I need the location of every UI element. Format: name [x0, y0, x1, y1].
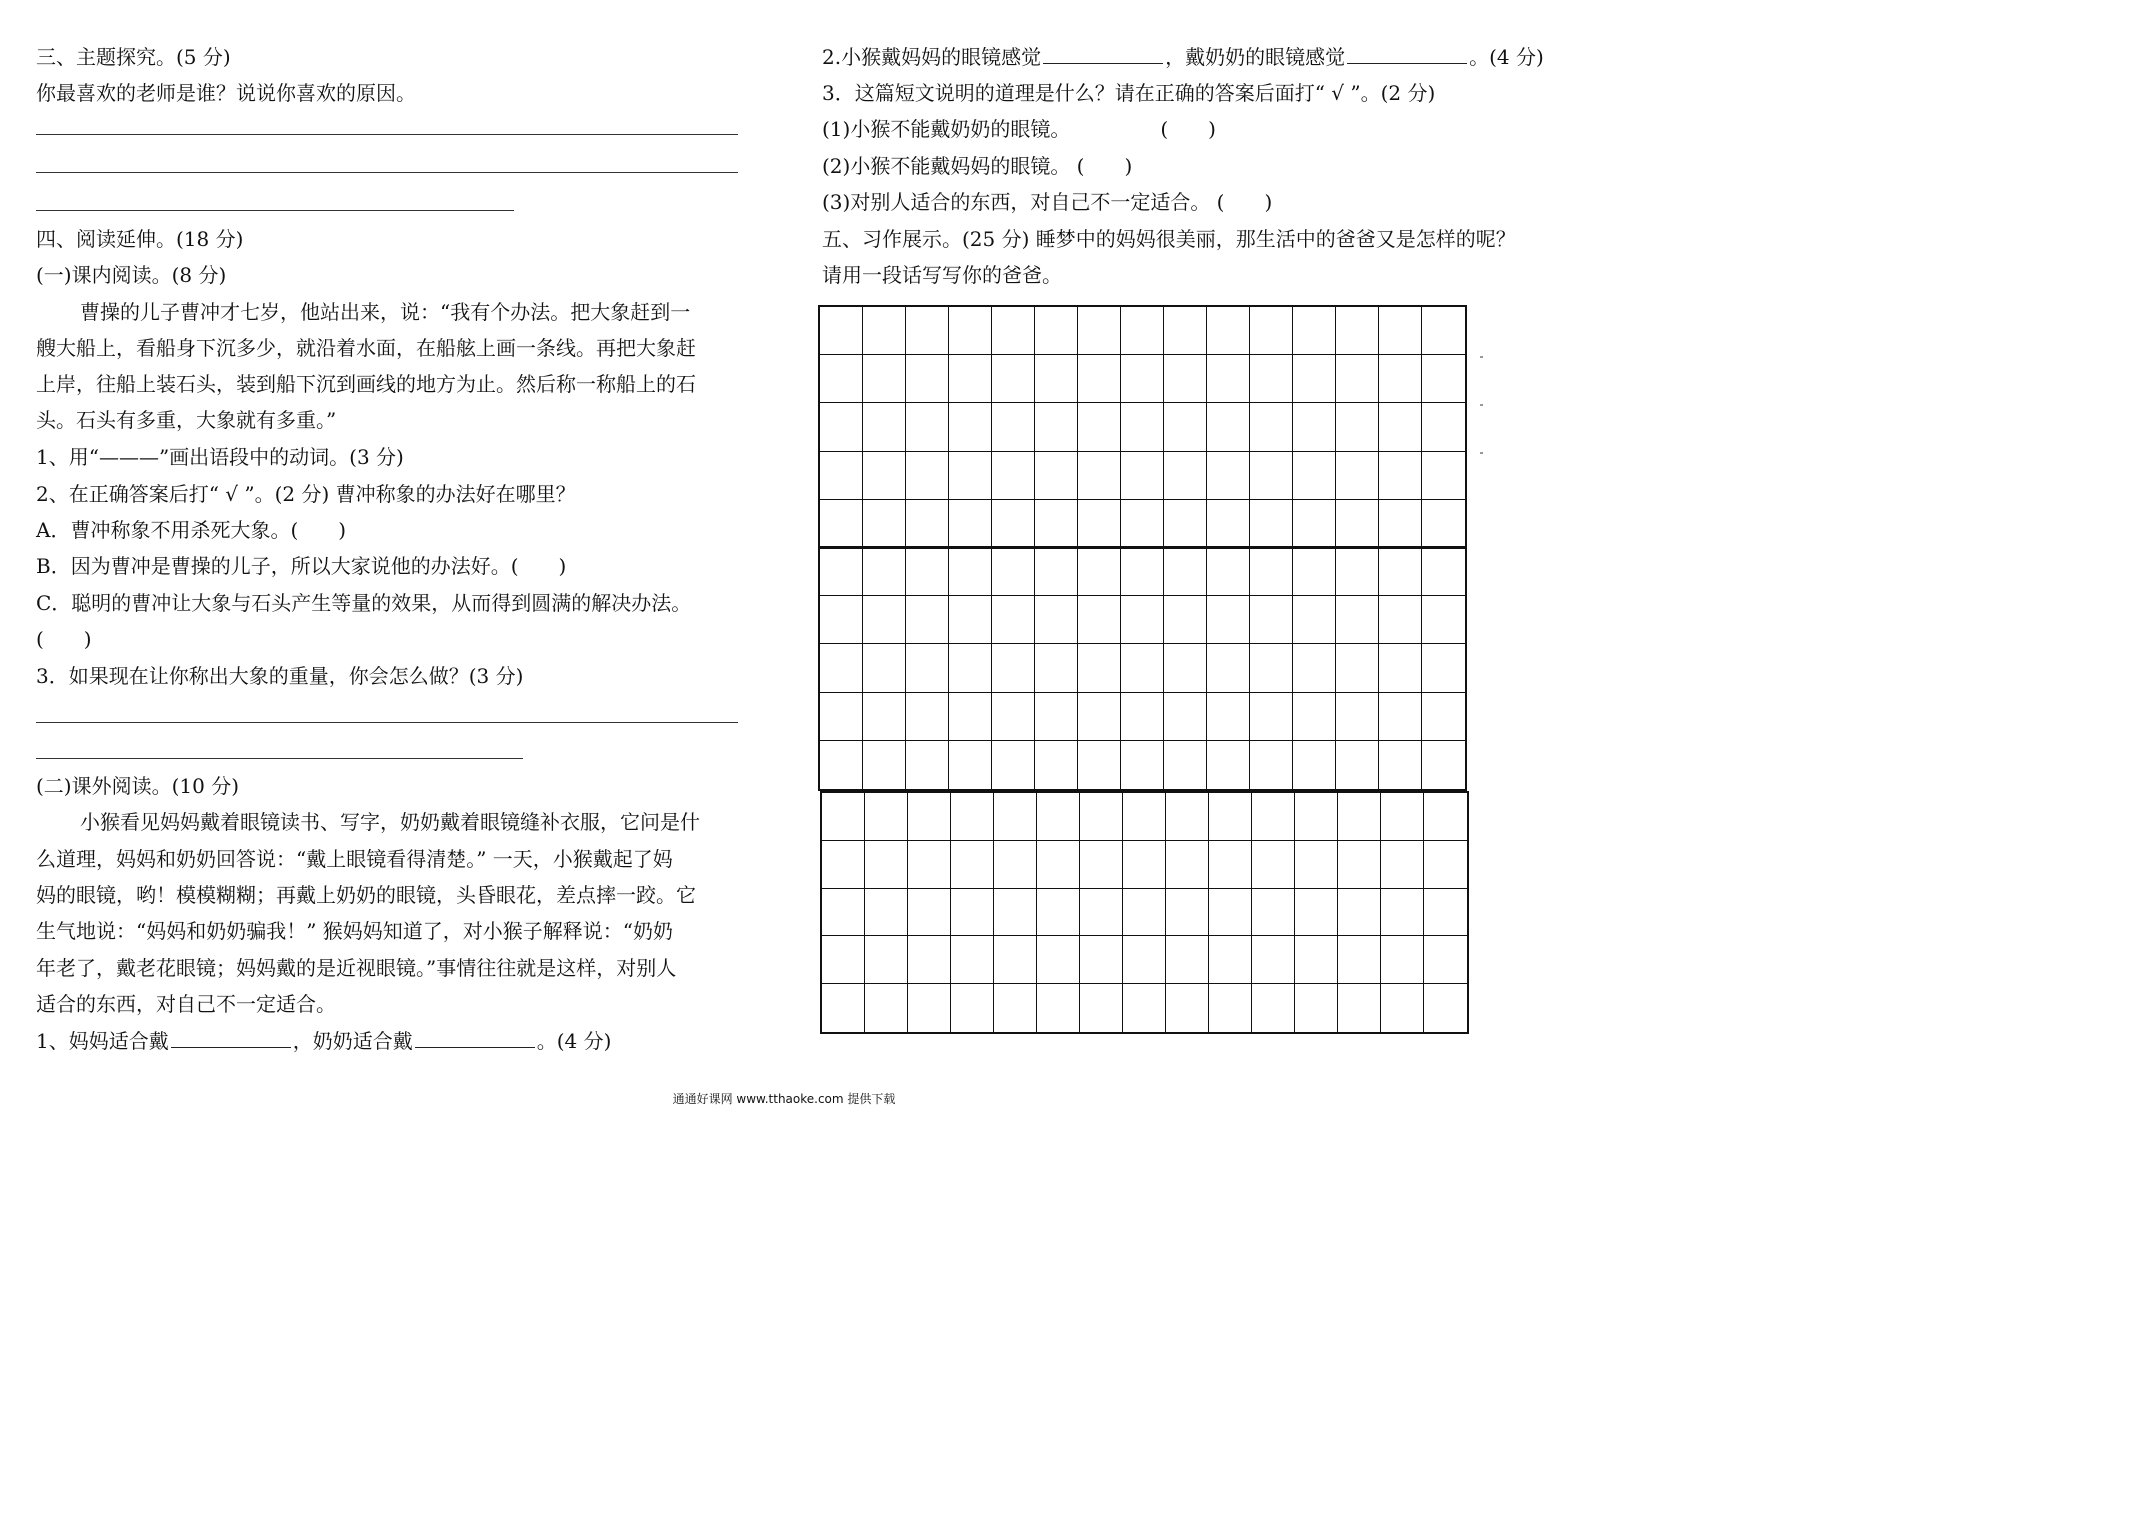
passage-1-line: 艘大船上，看船身下沉多少，就沿着水面，在船舷上画一条线。再把大象赶: [36, 336, 696, 360]
grid-cell[interactable]: [951, 984, 994, 1032]
grid-cell[interactable]: [1379, 452, 1422, 500]
grid-cell[interactable]: [1336, 741, 1379, 789]
grid-cell[interactable]: [1078, 307, 1121, 355]
page-footer: 通通好课网 www.tthaoke.com 提供下载: [672, 1092, 896, 1106]
grid-cell[interactable]: [1037, 841, 1080, 889]
grid-divider: [818, 546, 1467, 549]
grid-cell[interactable]: [1250, 548, 1293, 596]
grid-cell[interactable]: [863, 500, 906, 548]
grid-cell[interactable]: [1035, 355, 1078, 403]
grid-cell[interactable]: [1164, 741, 1207, 789]
grid-cell[interactable]: [1209, 841, 1252, 889]
grid-cell[interactable]: [1123, 793, 1166, 841]
grid-cell[interactable]: [1035, 500, 1078, 548]
grid-cell[interactable]: [1037, 936, 1080, 984]
grid-cell[interactable]: [951, 841, 994, 889]
grid-cell[interactable]: [949, 693, 992, 741]
grid-cell[interactable]: [1121, 500, 1164, 548]
passage-2-line: 妈的眼镜，哟！模模糊糊；再戴上奶奶的眼镜，头昏眼花，差点摔一跤。它: [36, 883, 696, 907]
grid-cell[interactable]: [1207, 355, 1250, 403]
grid-cell[interactable]: [820, 693, 863, 741]
grid-cell[interactable]: [1336, 644, 1379, 692]
grid-cell[interactable]: [908, 984, 951, 1032]
grid-cell[interactable]: [1250, 693, 1293, 741]
grid-cell[interactable]: [820, 355, 863, 403]
grid-cell[interactable]: [1166, 936, 1209, 984]
grid-cell[interactable]: [906, 548, 949, 596]
answer-line[interactable]: [36, 134, 738, 135]
answer-line[interactable]: [36, 758, 523, 759]
passage-1-line: 曹操的儿子曹冲才七岁，他站出来，说：“我有个办法。把大象赶到一: [80, 300, 691, 324]
grid-cell[interactable]: [906, 355, 949, 403]
option-2[interactable]: (2)小猴不能戴妈妈的眼镜。 ( ): [822, 154, 1133, 178]
grid-cell[interactable]: [1078, 452, 1121, 500]
grid-cell[interactable]: [1035, 307, 1078, 355]
passage-2-line: 年老了，戴老花眼镜；妈妈戴的是近视眼镜。”事情往往就是这样，对别人: [36, 956, 677, 980]
grid-cell[interactable]: [1295, 936, 1338, 984]
grid-cell[interactable]: [1295, 889, 1338, 937]
grid-cell[interactable]: [1164, 596, 1207, 644]
grid-cell[interactable]: [863, 307, 906, 355]
grid-cell[interactable]: [1336, 693, 1379, 741]
grid-cell[interactable]: [1078, 355, 1121, 403]
grid-cell[interactable]: [863, 693, 906, 741]
grid-cell[interactable]: [1422, 693, 1465, 741]
passage-2-line: 适合的东西，对自己不一定适合。: [36, 992, 336, 1016]
grid-cell[interactable]: [1250, 596, 1293, 644]
grid-cell[interactable]: [1035, 403, 1078, 451]
grid-cell[interactable]: [1080, 841, 1123, 889]
grid-cell[interactable]: [1035, 644, 1078, 692]
passage-2-line: 生气地说：“妈妈和奶奶骗我！” 猴妈妈知道了，对小猴子解释说：“奶奶: [36, 919, 674, 943]
grid-cell[interactable]: [1209, 936, 1252, 984]
grid-cell[interactable]: [1424, 889, 1467, 937]
grid-cell[interactable]: [992, 693, 1035, 741]
grid-cell[interactable]: [863, 596, 906, 644]
grid-cell[interactable]: [865, 984, 908, 1032]
grid-cell[interactable]: [992, 741, 1035, 789]
question-glasses-3: 3．这篇短文说明的道理是什么？请在正确的答案后面打“ √ ”。(2 分): [822, 81, 1436, 105]
grid-cell[interactable]: [992, 596, 1035, 644]
grid-cell[interactable]: [994, 984, 1037, 1032]
grid-cell[interactable]: [1338, 889, 1381, 937]
grid-cell[interactable]: [1422, 596, 1465, 644]
grid-cell[interactable]: [949, 403, 992, 451]
grid-cell[interactable]: [1164, 307, 1207, 355]
question-1: 1、用“———”画出语段中的动词。(3 分): [36, 445, 404, 469]
grid-cell[interactable]: [1379, 644, 1422, 692]
grid-cell[interactable]: [1338, 936, 1381, 984]
grid-cell[interactable]: [1123, 841, 1166, 889]
grid-cell[interactable]: [820, 596, 863, 644]
grid-cell[interactable]: [906, 741, 949, 789]
grid-cell[interactable]: [1037, 793, 1080, 841]
grid-cell[interactable]: [1293, 500, 1336, 548]
grid-cell[interactable]: [1293, 693, 1336, 741]
grid-cell[interactable]: [1080, 889, 1123, 937]
grid-cell[interactable]: [1121, 355, 1164, 403]
grid-cell[interactable]: [951, 889, 994, 937]
grid-cell[interactable]: [1293, 307, 1336, 355]
grid-cell[interactable]: [1209, 889, 1252, 937]
grid-cell[interactable]: [1078, 548, 1121, 596]
grid-cell[interactable]: [1381, 936, 1424, 984]
grid-cell[interactable]: [1080, 793, 1123, 841]
grid-cell[interactable]: [1422, 403, 1465, 451]
grid-cell[interactable]: [1121, 403, 1164, 451]
grid-cell[interactable]: [820, 644, 863, 692]
grid-cell[interactable]: [1336, 452, 1379, 500]
grid-cell[interactable]: [1336, 307, 1379, 355]
grid-cell[interactable]: [906, 452, 949, 500]
grid-cell[interactable]: [994, 889, 1037, 937]
grid-cell[interactable]: [1295, 793, 1338, 841]
grid-cell[interactable]: [1209, 793, 1252, 841]
grid-cell[interactable]: [863, 741, 906, 789]
option-c[interactable]: C．聪明的曹冲让大象与石头产生等量的效果，从而得到圆满的解决办法。: [36, 591, 692, 615]
grid-cell[interactable]: [906, 307, 949, 355]
grid-cell[interactable]: [1338, 984, 1381, 1032]
grid-cell[interactable]: [1207, 500, 1250, 548]
grid-cell[interactable]: [1080, 984, 1123, 1032]
grid-cell[interactable]: [1250, 307, 1293, 355]
grid-cell[interactable]: [1379, 693, 1422, 741]
grid-cell[interactable]: [1164, 548, 1207, 596]
grid-cell[interactable]: [863, 452, 906, 500]
grid-cell[interactable]: [1250, 403, 1293, 451]
fill-blank[interactable]: [1043, 45, 1163, 64]
grid-cell[interactable]: [1293, 403, 1336, 451]
grid-cell[interactable]: [822, 984, 865, 1032]
question-glasses-2: 2.小猴戴妈妈的眼镜感觉 ，戴奶奶的眼镜感觉 。(4 分): [822, 45, 1544, 69]
grid-cell[interactable]: [908, 793, 951, 841]
grid-cell[interactable]: [949, 644, 992, 692]
grid-cell[interactable]: [1250, 500, 1293, 548]
section-3-title: 三、主题探究。(5 分): [36, 45, 231, 69]
answer-line[interactable]: [36, 722, 738, 723]
grid-cell[interactable]: [1379, 548, 1422, 596]
grid-cell[interactable]: [1422, 500, 1465, 548]
grid-cell[interactable]: [1121, 644, 1164, 692]
passage-1-line: 上岸，往船上装石头，装到船下沉到画线的地方为止。然后称一称船上的石: [36, 372, 696, 396]
grid-cell[interactable]: [1121, 307, 1164, 355]
answer-line[interactable]: [36, 210, 514, 211]
grid-cell[interactable]: [1164, 355, 1207, 403]
grid-cell[interactable]: [865, 793, 908, 841]
grid-cell[interactable]: [992, 500, 1035, 548]
grid-cell[interactable]: [1166, 984, 1209, 1032]
passage-2-line: 小猴看见妈妈戴着眼镜读书、写字，奶奶戴着眼镜缝补衣服，它问是什: [80, 810, 700, 834]
grid-cell[interactable]: [1037, 889, 1080, 937]
grid-cell[interactable]: [865, 889, 908, 937]
grid-cell[interactable]: [1123, 984, 1166, 1032]
grid-cell[interactable]: [908, 841, 951, 889]
writing-grid[interactable]: [820, 791, 1469, 1034]
grid-cell[interactable]: [822, 793, 865, 841]
grid-cell[interactable]: [1121, 741, 1164, 789]
fill-blank[interactable]: [415, 1029, 535, 1048]
grid-cell[interactable]: [1207, 596, 1250, 644]
grid-cell[interactable]: [1207, 452, 1250, 500]
grid-cell[interactable]: [822, 889, 865, 937]
grid-cell[interactable]: [951, 793, 994, 841]
grid-cell[interactable]: [1379, 403, 1422, 451]
grid-cell[interactable]: [865, 936, 908, 984]
grid-cell[interactable]: [1379, 307, 1422, 355]
grid-cell[interactable]: [1379, 500, 1422, 548]
grid-cell[interactable]: [1035, 548, 1078, 596]
grid-cell[interactable]: [1207, 693, 1250, 741]
question-3: 3．如果现在让你称出大象的重量，你会怎么做？(3 分): [36, 664, 524, 688]
grid-cell[interactable]: [992, 307, 1035, 355]
passage-1-line: 头。石头有多重，大象就有多重。”: [36, 408, 337, 432]
grid-cell[interactable]: [863, 548, 906, 596]
grid-cell[interactable]: [1250, 644, 1293, 692]
grid-cell[interactable]: [1207, 644, 1250, 692]
section-4-title: 四、阅读延伸。(18 分): [36, 227, 244, 251]
grid-cell[interactable]: [1207, 741, 1250, 789]
margin-mark: [1480, 452, 1483, 454]
grid-cell[interactable]: [994, 936, 1037, 984]
grid-cell[interactable]: [949, 741, 992, 789]
grid-cell[interactable]: [1295, 841, 1338, 889]
grid-cell[interactable]: [820, 452, 863, 500]
grid-cell[interactable]: [1164, 452, 1207, 500]
grid-cell[interactable]: [906, 644, 949, 692]
grid-cell[interactable]: [949, 307, 992, 355]
grid-cell[interactable]: [906, 403, 949, 451]
grid-cell[interactable]: [1293, 741, 1336, 789]
grid-cell[interactable]: [992, 644, 1035, 692]
grid-cell[interactable]: [1336, 403, 1379, 451]
grid-cell[interactable]: [1164, 644, 1207, 692]
grid-cell[interactable]: [1164, 403, 1207, 451]
grid-cell[interactable]: [1207, 307, 1250, 355]
grid-cell[interactable]: [863, 403, 906, 451]
grid-cell[interactable]: [992, 355, 1035, 403]
grid-cell[interactable]: [1250, 355, 1293, 403]
grid-cell[interactable]: [1422, 355, 1465, 403]
grid-cell[interactable]: [1166, 793, 1209, 841]
grid-cell[interactable]: [1336, 355, 1379, 403]
fill-blank[interactable]: [1347, 45, 1467, 64]
grid-cell[interactable]: [1078, 500, 1121, 548]
option-1[interactable]: (1)小猴不能戴奶奶的眼镜。 ( ): [822, 117, 1216, 141]
grid-cell[interactable]: [992, 548, 1035, 596]
grid-cell[interactable]: [1379, 596, 1422, 644]
grid-cell[interactable]: [1250, 452, 1293, 500]
grid-cell[interactable]: [949, 355, 992, 403]
margin-mark: [1480, 356, 1483, 358]
grid-cell[interactable]: [1080, 936, 1123, 984]
grid-cell[interactable]: [906, 596, 949, 644]
grid-cell[interactable]: [1035, 741, 1078, 789]
grid-cell[interactable]: [1207, 403, 1250, 451]
grid-cell[interactable]: [1123, 889, 1166, 937]
answer-line[interactable]: [36, 172, 738, 173]
option-c-bracket[interactable]: ( ): [36, 627, 92, 651]
grid-cell[interactable]: [1381, 889, 1424, 937]
grid-cell[interactable]: [1078, 644, 1121, 692]
grid-cell[interactable]: [1293, 355, 1336, 403]
grid-cell[interactable]: [1336, 500, 1379, 548]
grid-cell[interactable]: [1336, 548, 1379, 596]
option-a[interactable]: A．曹冲称象不用杀死大象。( ): [36, 518, 347, 542]
grid-cell[interactable]: [1338, 841, 1381, 889]
reading-2-title: (二)课外阅读。(10 分): [36, 774, 240, 798]
grid-cell[interactable]: [1379, 741, 1422, 789]
fill-blank[interactable]: [171, 1029, 291, 1048]
grid-cell[interactable]: [1164, 500, 1207, 548]
grid-cell[interactable]: [1037, 984, 1080, 1032]
grid-cell[interactable]: [1252, 841, 1295, 889]
grid-cell[interactable]: [820, 500, 863, 548]
grid-cell[interactable]: [1424, 841, 1467, 889]
grid-cell[interactable]: [1379, 355, 1422, 403]
grid-cell[interactable]: [1381, 793, 1424, 841]
grid-cell[interactable]: [992, 452, 1035, 500]
grid-cell[interactable]: [994, 793, 1037, 841]
grid-cell[interactable]: [1121, 452, 1164, 500]
grid-cell[interactable]: [951, 936, 994, 984]
grid-cell[interactable]: [1293, 548, 1336, 596]
grid-cell[interactable]: [949, 596, 992, 644]
grid-cell[interactable]: [1166, 889, 1209, 937]
grid-cell[interactable]: [822, 936, 865, 984]
grid-cell[interactable]: [1422, 307, 1465, 355]
grid-cell[interactable]: [1209, 984, 1252, 1032]
grid-cell[interactable]: [1252, 793, 1295, 841]
grid-cell[interactable]: [1252, 889, 1295, 937]
grid-cell[interactable]: [1035, 452, 1078, 500]
grid-cell[interactable]: [992, 403, 1035, 451]
grid-cell[interactable]: [949, 500, 992, 548]
grid-cell[interactable]: [1293, 644, 1336, 692]
grid-cell[interactable]: [820, 548, 863, 596]
grid-cell[interactable]: [1078, 596, 1121, 644]
grid-cell[interactable]: [906, 500, 949, 548]
grid-cell[interactable]: [1295, 984, 1338, 1032]
grid-cell[interactable]: [949, 548, 992, 596]
grid-cell[interactable]: [1336, 596, 1379, 644]
grid-cell[interactable]: [820, 307, 863, 355]
grid-cell[interactable]: [1035, 693, 1078, 741]
grid-cell[interactable]: [1078, 741, 1121, 789]
grid-cell[interactable]: [820, 403, 863, 451]
grid-cell[interactable]: [1250, 741, 1293, 789]
option-b[interactable]: B．因为曹冲是曹操的儿子，所以大家说他的办法好。( ): [36, 554, 567, 578]
grid-cell[interactable]: [1207, 548, 1250, 596]
grid-cell[interactable]: [1422, 644, 1465, 692]
grid-cell[interactable]: [1166, 841, 1209, 889]
grid-cell[interactable]: [1121, 693, 1164, 741]
grid-cell[interactable]: [1123, 936, 1166, 984]
grid-cell[interactable]: [822, 841, 865, 889]
grid-cell[interactable]: [863, 355, 906, 403]
grid-cell[interactable]: [1422, 548, 1465, 596]
grid-cell[interactable]: [1078, 403, 1121, 451]
grid-cell[interactable]: [908, 936, 951, 984]
grid-cell[interactable]: [1381, 984, 1424, 1032]
grid-cell[interactable]: [1422, 741, 1465, 789]
grid-cell[interactable]: [1252, 936, 1295, 984]
grid-cell[interactable]: [1422, 452, 1465, 500]
grid-cell[interactable]: [1424, 936, 1467, 984]
section-5-title: 五、习作展示。(25 分) 睡梦中的妈妈很美丽，那生活中的爸爸又是怎样的呢？: [822, 227, 1516, 251]
grid-cell[interactable]: [820, 741, 863, 789]
grid-cell[interactable]: [1338, 793, 1381, 841]
grid-cell[interactable]: [949, 452, 992, 500]
section-5-prompt: 请用一段话写写你的爸爸。: [822, 263, 1062, 287]
grid-cell[interactable]: [1164, 693, 1207, 741]
option-3[interactable]: (3)对别人适合的东西，对自己不一定适合。 ( ): [822, 190, 1273, 214]
reading-1-title: (一)课内阅读。(8 分): [36, 263, 227, 287]
grid-cell[interactable]: [1293, 596, 1336, 644]
margin-mark: [1480, 404, 1483, 406]
question-glasses-1: 1、妈妈适合戴 ，奶奶适合戴 。(4 分): [36, 1029, 612, 1053]
grid-cell[interactable]: [1078, 693, 1121, 741]
grid-cell[interactable]: [1424, 984, 1467, 1032]
grid-cell[interactable]: [1121, 548, 1164, 596]
grid-cell[interactable]: [1424, 793, 1467, 841]
grid-cell[interactable]: [1121, 596, 1164, 644]
grid-cell[interactable]: [908, 889, 951, 937]
grid-cell[interactable]: [1035, 596, 1078, 644]
grid-cell[interactable]: [994, 841, 1037, 889]
grid-cell[interactable]: [906, 693, 949, 741]
question-2: 2、在正确答案后打“ √ ”。(2 分) 曹冲称象的办法好在哪里？: [36, 482, 576, 506]
grid-cell[interactable]: [863, 644, 906, 692]
section-3-prompt: 你最喜欢的老师是谁？说说你喜欢的原因。: [36, 81, 416, 105]
grid-cell[interactable]: [865, 841, 908, 889]
passage-2-line: 么道理，妈妈和奶奶回答说：“戴上眼镜看得清楚。” 一天，小猴戴起了妈: [36, 847, 673, 871]
grid-cell[interactable]: [1252, 984, 1295, 1032]
grid-cell[interactable]: [1381, 841, 1424, 889]
grid-cell[interactable]: [1293, 452, 1336, 500]
